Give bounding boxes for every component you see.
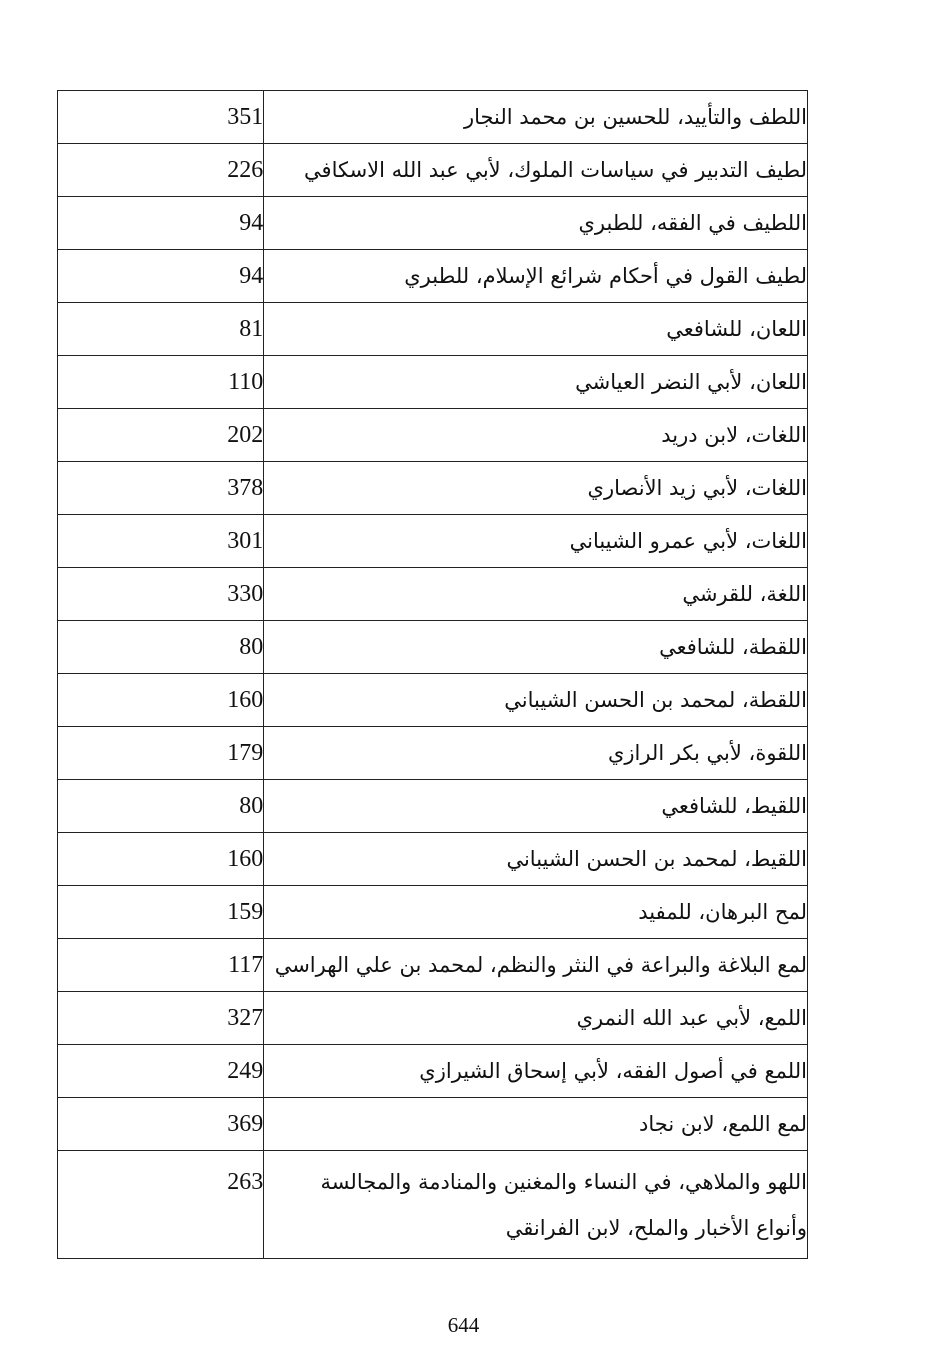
table-row <box>58 1098 808 1151</box>
title-cell: لمع اللمع، لابن نجاد <box>264 1098 808 1151</box>
table-row <box>58 886 808 939</box>
page-number-cell: 94 <box>58 197 264 250</box>
index-table <box>57 90 808 1259</box>
index-table-body <box>58 91 808 1259</box>
table-row <box>58 727 808 780</box>
table-row <box>58 780 808 833</box>
title-cell: اللقطة، للشافعي <box>264 621 808 674</box>
page-number-cell: 301 <box>58 515 264 568</box>
title-cell: اللطيف في الفقه، للطبري <box>264 197 808 250</box>
title-cell: اللعان، لأبي النضر العياشي <box>264 356 808 409</box>
title-cell: اللغات، لأبي زيد الأنصاري <box>264 462 808 515</box>
table-row <box>58 833 808 886</box>
page-number-footer: 644 <box>447 1313 480 1337</box>
table-row <box>58 303 808 356</box>
page-number-cell: 263 <box>58 1151 264 1259</box>
table-row <box>58 409 808 462</box>
table-row <box>58 91 808 144</box>
title-cell: لمح البرهان، للمفيد <box>264 886 808 939</box>
title-cell: اللهو والملاهي، في النساء والمغنين والمنادمة والمجالسة وأنواع الأخبار والملح، لابن الفرانقي <box>264 1151 808 1259</box>
title-cell: اللطف والتأييد، للحسين بن محمد النجار <box>264 91 808 144</box>
page-number-cell: 378 <box>58 462 264 515</box>
table-row <box>58 515 808 568</box>
title-cell: اللمع في أصول الفقه، لأبي إسحاق الشيرازي <box>264 1045 808 1098</box>
page-number-cell: 369 <box>58 1098 264 1151</box>
table-row <box>58 1045 808 1098</box>
page-number-cell: 159 <box>58 886 264 939</box>
table-row <box>58 250 808 303</box>
table-row <box>58 1151 808 1259</box>
table-row <box>58 674 808 727</box>
page-number-cell: 330 <box>58 568 264 621</box>
page-number-cell: 81 <box>58 303 264 356</box>
title-cell: لطيف القول في أحكام شرائع الإسلام، للطبري <box>264 250 808 303</box>
table-row <box>58 356 808 409</box>
title-cell: لطيف التدبير في سياسات الملوك، لأبي عبد الله الاسكافي <box>264 144 808 197</box>
page-number-cell: 202 <box>58 409 264 462</box>
page-number-cell: 117 <box>58 939 264 992</box>
table-row <box>58 462 808 515</box>
page-number-cell: 80 <box>58 780 264 833</box>
page-number-cell: 110 <box>58 356 264 409</box>
page-number-cell: 226 <box>58 144 264 197</box>
table-row <box>58 197 808 250</box>
title-cell: اللغات، لابن دريد <box>264 409 808 462</box>
page-number-cell: 80 <box>58 621 264 674</box>
page-number-cell: 179 <box>58 727 264 780</box>
table-row <box>58 992 808 1045</box>
page-number-cell: 160 <box>58 674 264 727</box>
title-cell: اللعان، للشافعي <box>264 303 808 356</box>
page-number-cell: 249 <box>58 1045 264 1098</box>
title-cell: اللغات، لأبي عمرو الشيباني <box>264 515 808 568</box>
table-row <box>58 568 808 621</box>
title-cell: اللقيط، للشافعي <box>264 780 808 833</box>
table-row <box>58 939 808 992</box>
title-cell: اللقوة، لأبي بكر الرازي <box>264 727 808 780</box>
table-row <box>58 144 808 197</box>
page-number-cell: 160 <box>58 833 264 886</box>
title-cell: اللقيط، لمحمد بن الحسن الشيباني <box>264 833 808 886</box>
title-cell: اللغة، للقرشي <box>264 568 808 621</box>
table-row <box>58 621 808 674</box>
page-number-cell: 327 <box>58 992 264 1045</box>
page-number-cell: 94 <box>58 250 264 303</box>
title-cell: اللمع، لأبي عبد الله النمري <box>264 992 808 1045</box>
page-number-cell: 351 <box>58 91 264 144</box>
title-cell: لمع البلاغة والبراعة في النثر والنظم، لمحمد بن علي الهراسي <box>264 939 808 992</box>
title-cell: اللقطة، لمحمد بن الحسن الشيباني <box>264 674 808 727</box>
